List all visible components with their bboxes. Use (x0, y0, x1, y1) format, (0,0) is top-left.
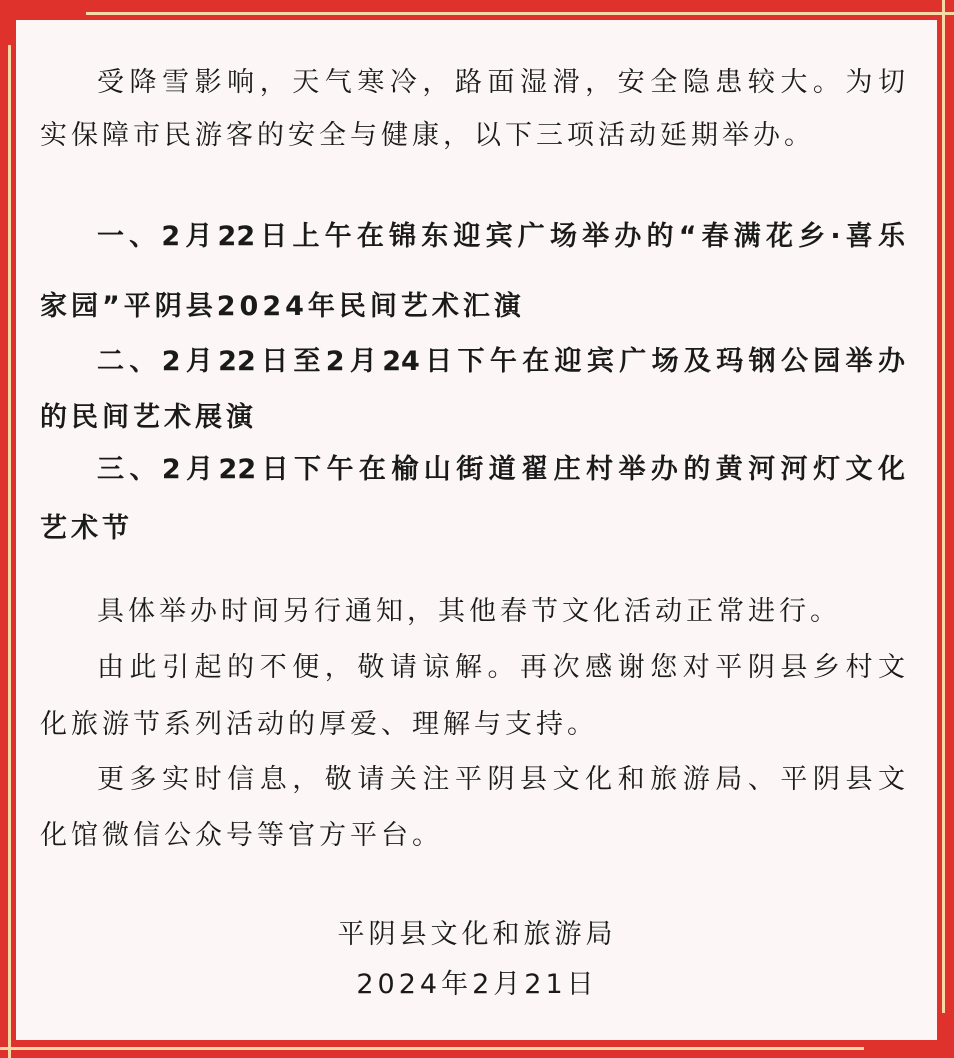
border-ornament-top (86, 12, 954, 15)
paragraph-apology-line2: 化旅游节系列活动的厚爱、理解与支持。 (40, 709, 598, 740)
border-ornament-bottom (0, 1047, 864, 1050)
paragraph-intro-line2: 实保障市民游客的安全与健康，以下三项活动延期举办。 (40, 120, 815, 151)
signature-date: 2024年2月21日 (356, 969, 598, 1000)
item-1-line1: 一、2月22日上午在锦东迎宾广场举办的“春满花乡·喜乐 (97, 221, 905, 252)
item-2-line2: 的民间艺术展演 (40, 402, 257, 433)
paragraph-apology-line1: 由此引起的不便，敬请谅解。再次感谢您对平阴县乡村文 (97, 652, 905, 683)
notice-paper (16, 20, 937, 1040)
item-3-line2: 艺术节 (40, 513, 133, 544)
border-ornament-left (8, 45, 11, 1058)
paragraph-info-line2: 化馆微信公众号等官方平台。 (40, 820, 443, 851)
border-ornament-right (942, 0, 945, 1013)
item-2-line1: 二、2月22日至2月24日下午在迎宾广场及玛钢公园举办 (97, 346, 905, 377)
paragraph-schedule: 具体举办时间另行通知，其他春节文化活动正常进行。 (97, 596, 841, 627)
paragraph-intro-line1: 受降雪影响，天气寒冷，路面湿滑，安全隐患较大。为切 (97, 67, 905, 98)
paragraph-info-line1: 更多实时信息，敬请关注平阴县文化和旅游局、平阴县文 (97, 764, 905, 795)
signature-organization: 平阴县文化和旅游局 (337, 919, 617, 950)
item-1-line2: 家园”平阴县2024年民间艺术汇演 (40, 291, 525, 322)
item-3-line1: 三、2月22日下午在榆山街道翟庄村举办的黄河河灯文化 (97, 454, 905, 485)
